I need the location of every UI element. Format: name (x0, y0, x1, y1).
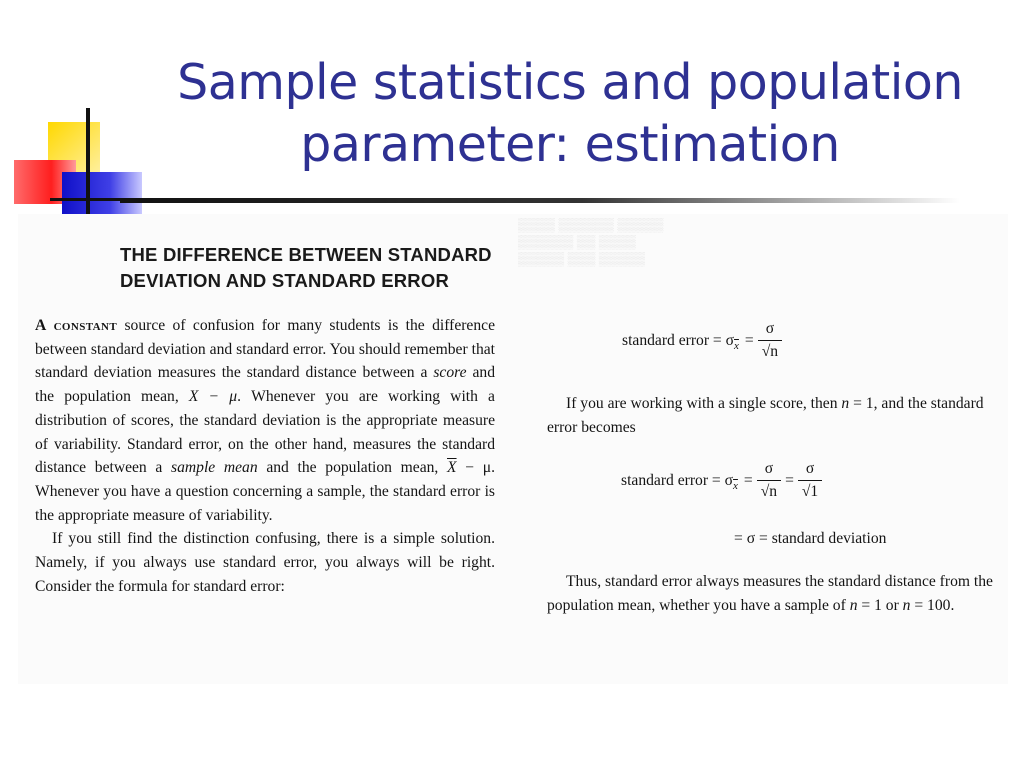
text-run: = 1, and the standard error becomes (547, 395, 984, 436)
italic-sample-mean: sample mean (171, 459, 258, 477)
math-n: n (849, 596, 858, 614)
box-heading-line-1: THE DIFFERENCE BETWEEN STANDARD (120, 244, 492, 265)
denominator: √1 (798, 480, 822, 501)
decor-vertical-line (86, 108, 90, 220)
formula-standard-error (622, 320, 786, 361)
decor-blue-square (62, 172, 142, 220)
right-paragraph-1 (547, 392, 1007, 439)
slide-title-line-2: parameter: estimation (300, 116, 840, 173)
subscript-x-bar: $\overline{x}$ (734, 339, 739, 352)
text-run: If you are working with a single score, then (566, 395, 842, 412)
text-run: Thus, standard error always measures the standard distance from the population mean, whether you have a sample of (547, 573, 993, 614)
math-x-bar: $\overline{X}$ (447, 459, 457, 477)
text-run: = 1 or (857, 596, 903, 614)
subscript-x-bar: $\overline{x}$ (733, 479, 738, 492)
denominator: √n (757, 480, 781, 501)
math-n: n (841, 395, 850, 412)
fraction-sigma-over-root-1 (798, 460, 822, 501)
numerator: σ (765, 320, 775, 337)
numerator: σ (805, 460, 815, 477)
equals-sign: = (744, 331, 754, 349)
slide-title-line-1: Sample statistics and population (177, 54, 963, 111)
fraction-sigma-over-root-n (757, 460, 781, 501)
decor-horizontal-line (50, 198, 130, 201)
text-run: . Whenever you have a question concerning a sample, the standard error is the appropriate measure of variability. (35, 459, 495, 524)
text-run: = 100. (910, 596, 955, 614)
lead-in: A constant (35, 317, 118, 334)
right-paragraph-2 (547, 570, 1007, 617)
text-run: . Whenever you are working with a distribution of scores, the standard deviation is the appropriate measure of variability. Standard error, on the other hand, measures the standard distance between a (35, 388, 495, 477)
text-run: and the population mean, (35, 364, 495, 406)
scanned-textbook-excerpt (18, 214, 1008, 684)
slide-title (130, 52, 1010, 176)
right-paragraph-2-text (547, 570, 1007, 617)
math-n: n (902, 596, 911, 614)
right-paragraph-1-text (547, 392, 1007, 439)
math-minus-mu: − μ (456, 459, 492, 477)
bleed-through-text: ▒▒▒▒ ▒▒▒▒▒▒ ▒▒▒▒▒ ▒▒▒▒▒▒ ▒▒ ▒▒▒▒ ▒▒▒▒▒ ▒▒▒ ▒▒▒▒▒ (518, 217, 664, 266)
left-paragraph-1 (35, 314, 495, 527)
math-x-minus-mu: X − μ (188, 388, 238, 406)
formula-label: standard error = σ (621, 471, 734, 489)
equals-sign: = (743, 471, 753, 489)
left-paragraph-2: If you still find the distinction confusing, there is a simple solution. Namely, if you always use standard error, you always will be right. Consider the formula for standard error: (35, 530, 495, 595)
text-run: and the population mean, (257, 459, 448, 477)
fraction-sigma-over-root-n (758, 320, 782, 361)
formula-standard-error-single (621, 460, 826, 501)
italic-score: score (433, 364, 467, 382)
denominator: √n (758, 340, 782, 361)
formula-equals-standard-deviation: = σ = standard deviation (734, 530, 887, 547)
left-column-text (35, 314, 495, 598)
box-heading-line-2: DEVIATION AND STANDARD ERROR (120, 270, 450, 291)
box-heading (120, 242, 540, 294)
equals-sign: = (785, 471, 794, 489)
title-divider (120, 198, 960, 203)
numerator: σ (764, 460, 774, 477)
formula-label: standard error = σ (622, 331, 735, 349)
text-run: source of confusion for many students is the difference between standard deviation and standard error. You should remember that standard deviation measures the standard distance between a (35, 317, 495, 382)
